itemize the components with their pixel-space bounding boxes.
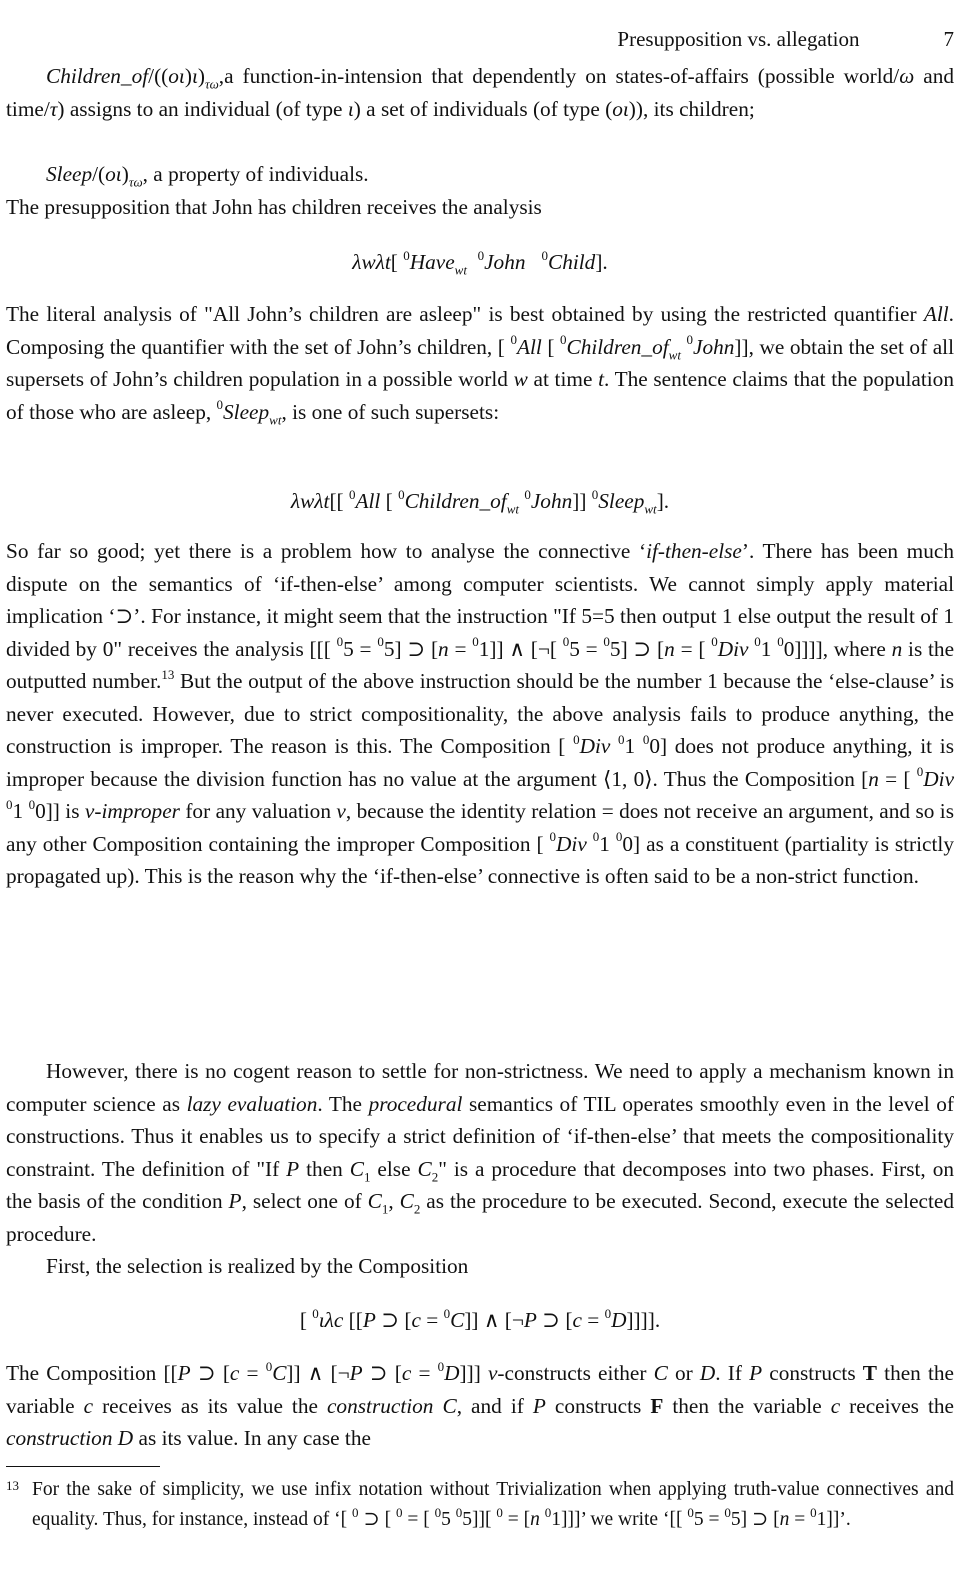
footnote-13 [6, 1475, 954, 1535]
formula-presupposition: λwλt[ $^0$Have$_{wt}$ $^0$John $^0$Child]. [352, 247, 608, 278]
definition-children-of: $Children\_of/((o\iota)\iota)_{\tau\omega},a$ function-in-intension that dependently on states-of-affairs (possible world/ω and time/τ) assigns to an individual (of type ι) a set of individuals (of type (οι)), its children; [6, 64, 954, 121]
paragraph-if-then-else-problem: So far so good; yet there is a problem how to analyse the connective ‘if-then-else’. There has been much dispute on the semantics of ‘if-then-else’ among computer scientists. We cannot simply apply material implication ‘⊃’. For instance, it might seem that the instruction "If 5=5 then output 1 else output the result of 1 divided by 0" receives the analysis [[[ $^0$5 = $^0$5] ⊃ [n = $^0$1]] ∧ [¬[ $^0$5 = $^0$5] ⊃ [n = [ $^0$Div $^0$1 $^0$0]]]], where n is the outputted number.$^{13}$ But the output of the above instruction should be the number 1 because the ‘else-clause’ is never executed. However, due to strict compositionality, the above analysis fails to produce anything, the construction is improper. The reason is this. The Composition [ $^0$Div $^0$1 $^0$0] does not produce anything, it is improper because the division function has no value at the argument ⟨1, 0⟩. Thus the Composition [n = [ $^0$Div $^0$1 $^0$0]] is v-improper for any valuation v, because the identity relation = does not receive an argument, and so is any other Composition containing the improper Composition [ $^0$Div $^0$1 $^0$0] as a constituent (partiality is strictly propagated up). This is the reason why the ‘if-then-else’ connective is often said to be a non-strict function. [6, 539, 955, 888]
footnote-text: For the sake of simplicity, we use infix notation without Trivialization when applying truth-value connectives and equality. Thus, for instance, instead of ‘[ $^0$ ⊃ [ $^0$ = [ $^0$5 $^0$5]][ $^0$ = [n $^0$1]]]’ we write ‘[[ $^0$5 = $^0$5] ⊃ [n = $^0$1]]’. [32, 1479, 954, 1530]
paragraph-composition-constructs: The Composition [[P ⊃ [c = $^0$C]] ∧ [¬P ⊃ [c = $^0$D]]] v-constructs either C or D. If P constructs T then the variable c receives as its value the construction C, and if P constructs F then the variable c receives the construction D as its value. In any case the [6, 1358, 954, 1450]
footnote-divider [6, 1466, 160, 1467]
footnote-mark: 13 [6, 1478, 19, 1493]
definition-sleep: Sleep/$(o\iota)_{\tau\omega}$, a property of individuals. [46, 162, 369, 190]
paragraph-presupposition: The presupposition that John has children receives the analysis [6, 195, 542, 219]
paragraph-literal-analysis: The literal analysis of "All John’s children are asleep" is best obtained by using the restricted quantifier All. Composing the quantifier with the set of John’s children, [ $^0$All [ $^0Children\_of_{wt}$ $^0$John]], we obtain the set of all supersets of John’s children population in a possible world w at time t. The sentence claims that the population of those who are asleep, $^0$Sleep$_{wt}$, is one of such supersets: [6, 302, 955, 427]
page-number: 7 [943, 27, 954, 51]
running-title: Presupposition vs. allegation [617, 27, 860, 51]
paragraph-lazy-evaluation: However, there is no cogent reason to settle for non-strictness. We need to apply a mechanism known in computer science as lazy evaluation. The procedural semantics of TIL operates smoothly even in the level of constructions. Thus it enables us to specify a strict definition of ‘if-then-else’ that meets the compositionality constraint. The definition of "If P then $C_1$ else $C_2$" is a procedure that decomposes into two phases. First, on the basis of the condition P, select one of $C_1$, $C_2$ as the procedure to be executed. Second, execute the selected procedure. [6, 1059, 955, 1246]
paragraph-selection-intro: First, the selection is realized by the Composition [46, 1254, 469, 1278]
running-header [607, 0, 954, 51]
formula-all-children-asleep: λwλt[[ $^0$All [ $^0Children\_of_{wt}$ $^0$John]] $^0$Sleep$_{wt}$]. [290, 486, 670, 517]
formula-selection-composition: [ $^0$ιλc [[P ⊃ [c = $^0$C]] ∧ [¬P ⊃ [c = $^0$D]]]]. [299, 1305, 661, 1332]
